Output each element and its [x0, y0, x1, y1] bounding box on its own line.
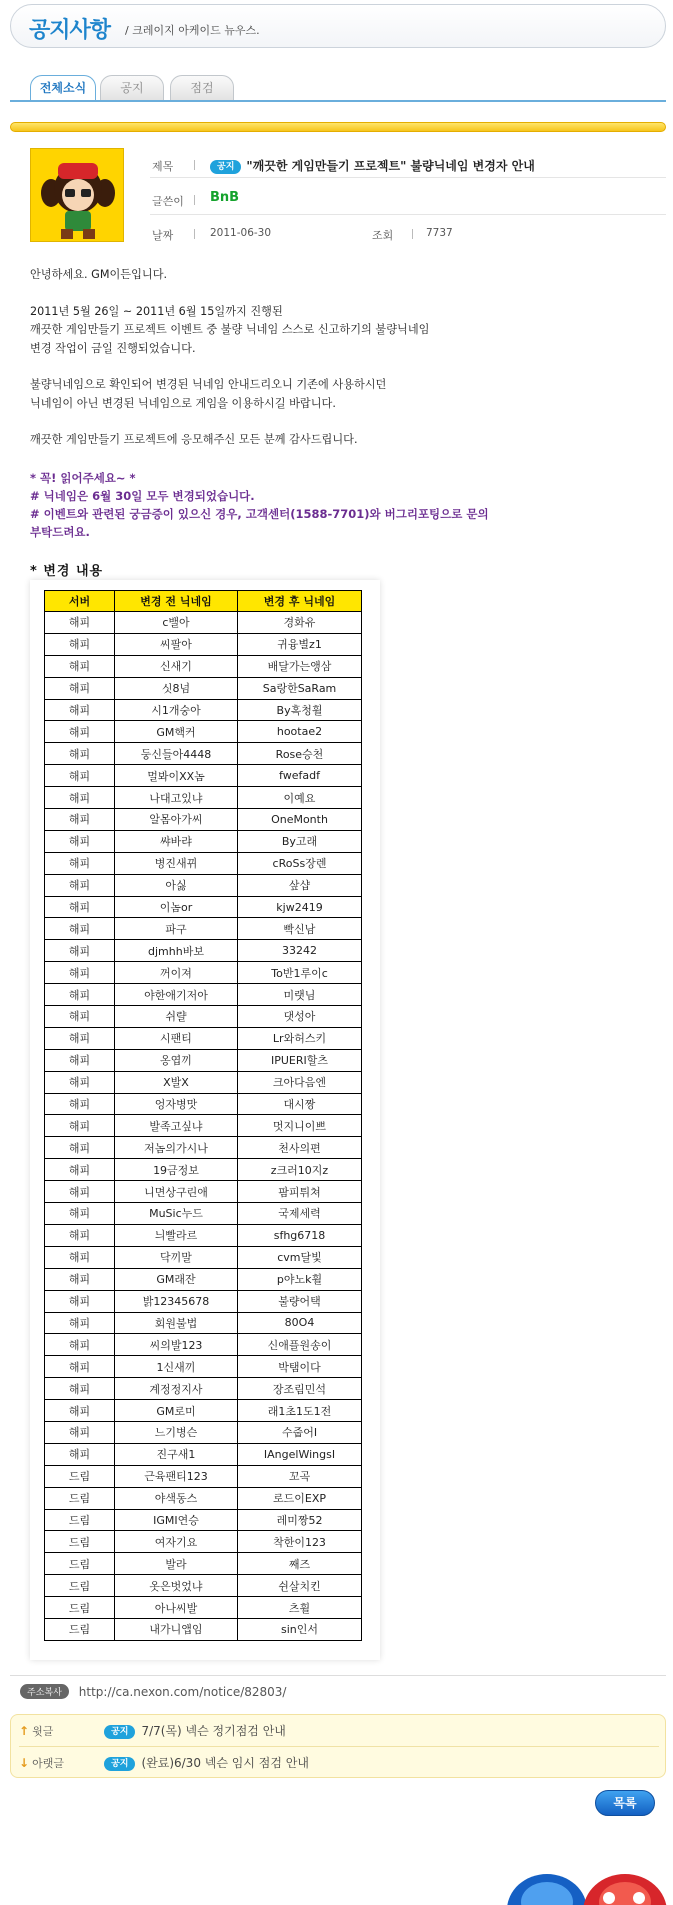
table-row [45, 1115, 362, 1137]
cell-before: MuSic누드 [115, 1203, 238, 1225]
meta-separator [194, 229, 195, 239]
cell-before: 둥신들아4448 [115, 743, 238, 765]
cell-server: 해피 [45, 1421, 115, 1443]
post-title [210, 157, 535, 174]
cell-after: 쉰살치킨 [238, 1575, 362, 1597]
notice-badge: 공지 [104, 1725, 135, 1739]
table-row [45, 1246, 362, 1268]
cell-after: 수줍어I [238, 1421, 362, 1443]
cell-before: 이놈or [115, 896, 238, 918]
table-row [45, 612, 362, 634]
tab-all-news[interactable]: 전체소식 [30, 75, 96, 101]
cell-server: 해피 [45, 1224, 115, 1246]
cell-after: 츠휠 [238, 1597, 362, 1619]
table-row [45, 918, 362, 940]
cell-before: 쉬랼 [115, 1006, 238, 1028]
cell-before: 근육팬티123 [115, 1465, 238, 1487]
table-row [45, 633, 362, 655]
date-label: 날짜 [152, 229, 174, 242]
cell-after: 레미짱52 [238, 1509, 362, 1531]
table-row [45, 1071, 362, 1093]
table-row [45, 1290, 362, 1312]
cell-after: 천사의편 [238, 1137, 362, 1159]
table-row [45, 677, 362, 699]
column-header-after: 변경 후 닉네임 [238, 591, 362, 612]
table-heading: * 변경 내용 [30, 564, 104, 579]
table-row [45, 1531, 362, 1553]
cell-after: 크아다음엔 [238, 1071, 362, 1093]
cell-server: 드림 [45, 1509, 115, 1531]
cell-server: 해피 [45, 1400, 115, 1422]
cell-server: 해피 [45, 940, 115, 962]
cell-before: 옷은벗었냐 [115, 1575, 238, 1597]
post-date: 2011-06-30 [210, 227, 272, 239]
cell-before: 1신새끼 [115, 1356, 238, 1378]
post-navigation [10, 1714, 666, 1778]
cell-after: 대시짱 [238, 1093, 362, 1115]
table-row [45, 743, 362, 765]
table-row [45, 809, 362, 831]
mascot-image [505, 1862, 673, 1905]
table-row [45, 962, 362, 984]
tab-maintenance[interactable]: 점검 [170, 75, 234, 101]
cell-server: 해피 [45, 1137, 115, 1159]
cell-server: 해피 [45, 1378, 115, 1400]
cell-after: sin인서 [238, 1618, 362, 1640]
body-paragraph: 2011년 5월 26일 ~ 2011년 6월 15일까지 진행된 깨끗한 게임만들기 프로젝트 이벤트 중 불량 닉네임 스스로 신고하기의 불량닉네임 변경 작업이 금일 진행되었습니다. [30, 304, 430, 355]
cell-before: 발족고싶냐 [115, 1115, 238, 1137]
cell-after: 샆샵 [238, 874, 362, 896]
cell-after: 배달가는앵삼 [238, 655, 362, 677]
cell-before: 옹엽끼 [115, 1049, 238, 1071]
meta-divider [150, 214, 666, 215]
cell-after: By혹청휠 [238, 699, 362, 721]
cell-before: 발라 [115, 1553, 238, 1575]
cell-after: 멋지니이쁘 [238, 1115, 362, 1137]
cell-server: 해피 [45, 1093, 115, 1115]
cell-after: Lr와허스키 [238, 1027, 362, 1049]
next-post-row[interactable] [19, 1748, 659, 1778]
cell-after: p야노k휠 [238, 1268, 362, 1290]
table-row [45, 721, 362, 743]
cell-before: 엉자병맛 [115, 1093, 238, 1115]
cell-before: 나대고있냐 [115, 787, 238, 809]
next-post-link[interactable]: (완료)6/30 넥슨 임시 점검 안내 [141, 1756, 309, 1770]
cell-server: 해피 [45, 1356, 115, 1378]
cell-after: 80O4 [238, 1312, 362, 1334]
cell-before: 씨팔아 [115, 633, 238, 655]
cell-after: 불량어택 [238, 1290, 362, 1312]
cell-server: 해피 [45, 1115, 115, 1137]
cell-after: By고래 [238, 830, 362, 852]
cell-after: 이예요 [238, 787, 362, 809]
cell-before: 밝12345678 [115, 1290, 238, 1312]
table-row [45, 984, 362, 1006]
cell-server: 드림 [45, 1531, 115, 1553]
table-row [45, 874, 362, 896]
cell-server: 드림 [45, 1575, 115, 1597]
cell-before: 19금정보 [115, 1159, 238, 1181]
cell-before: 씨의발123 [115, 1334, 238, 1356]
prev-post-row[interactable] [19, 1716, 659, 1746]
cell-before: 야색동스 [115, 1487, 238, 1509]
cell-before: 계정정지사 [115, 1378, 238, 1400]
cell-before: 파구 [115, 918, 238, 940]
table-row [45, 699, 362, 721]
column-header-server: 서버 [45, 591, 115, 612]
cell-server: 해피 [45, 765, 115, 787]
cell-after: IAngelWingsI [238, 1443, 362, 1465]
cell-after: 33242 [238, 940, 362, 962]
cell-before: GM로미 [115, 1400, 238, 1422]
url-row [20, 1684, 286, 1699]
list-button[interactable]: 목록 [595, 1790, 655, 1816]
meta-separator [194, 195, 195, 205]
table-row [45, 1400, 362, 1422]
cell-before: 야한애기저아 [115, 984, 238, 1006]
cell-before: 신새기 [115, 655, 238, 677]
page-header [10, 4, 666, 48]
table-row [45, 1575, 362, 1597]
cell-server: 해피 [45, 1203, 115, 1225]
cell-before: 알몸아가씨 [115, 809, 238, 831]
cell-server: 해피 [45, 699, 115, 721]
cell-server: 해피 [45, 612, 115, 634]
post-writer[interactable]: BnB [210, 190, 240, 205]
cell-after: 경화유 [238, 612, 362, 634]
copy-url-button[interactable]: 주소복사 [20, 1684, 69, 1699]
cell-server: 드림 [45, 1618, 115, 1640]
cell-after: 미랫님 [238, 984, 362, 1006]
cell-server: 해피 [45, 896, 115, 918]
cell-before: 쌰바랴 [115, 830, 238, 852]
writer-label: 글쓴이 [152, 195, 184, 208]
table-row [45, 1049, 362, 1071]
meta-separator [194, 160, 195, 170]
cell-server: 해피 [45, 1027, 115, 1049]
cell-server: 해피 [45, 1443, 115, 1465]
cell-after: 꼬곡 [238, 1465, 362, 1487]
cell-before: 시팬티 [115, 1027, 238, 1049]
cell-server: 해피 [45, 1290, 115, 1312]
cell-server: 해피 [45, 721, 115, 743]
cell-after: sfhg6718 [238, 1224, 362, 1246]
page-subtitle: / 크레이지 아케이드 뉴우스. [125, 24, 260, 37]
table-row [45, 940, 362, 962]
cell-after: To반1루이c [238, 962, 362, 984]
post-views: 7737 [426, 227, 453, 239]
cell-after: 귀융별z1 [238, 633, 362, 655]
cell-server: 해피 [45, 874, 115, 896]
cell-server: 해피 [45, 1268, 115, 1290]
cell-server: 해피 [45, 743, 115, 765]
cell-before: 멀봐이XX놈 [115, 765, 238, 787]
body-paragraph: 깨끗한 게임만들기 프로젝트에 응모해주신 모든 분께 감사드립니다. [30, 433, 358, 446]
cell-before: 니면상구린애 [115, 1181, 238, 1203]
cell-before: 시1개숭아 [115, 699, 238, 721]
table-row [45, 830, 362, 852]
post-body [30, 266, 650, 450]
cell-server: 해피 [45, 984, 115, 1006]
cell-before: 병진새뀌 [115, 852, 238, 874]
prev-label: 윗글 [32, 1725, 54, 1738]
arrow-down-icon: ↓ [19, 1756, 30, 1770]
cell-server: 해피 [45, 852, 115, 874]
table-row [45, 1487, 362, 1509]
cell-after: Rose승천 [238, 743, 362, 765]
views-label: 조회 [372, 229, 394, 242]
table-row [45, 1093, 362, 1115]
table-row [45, 1378, 362, 1400]
table-row [45, 1509, 362, 1531]
cell-before: 여자기요 [115, 1531, 238, 1553]
cell-after: OneMonth [238, 809, 362, 831]
cell-before: 늬빨라르 [115, 1224, 238, 1246]
footer-divider [10, 1675, 666, 1676]
cell-before: 닥끼말 [115, 1246, 238, 1268]
cell-after: Sa랑한SaRam [238, 677, 362, 699]
cell-server: 해피 [45, 655, 115, 677]
cell-server: 해피 [45, 1049, 115, 1071]
cell-before: 싯8넘 [115, 677, 238, 699]
cell-after: fwefadf [238, 765, 362, 787]
table-row [45, 1443, 362, 1465]
cell-before: c밸아 [115, 612, 238, 634]
table-row [45, 1159, 362, 1181]
cell-after: 댓성아 [238, 1006, 362, 1028]
cell-before: 꺼이져 [115, 962, 238, 984]
table-row [45, 852, 362, 874]
cell-before: GM핵커 [115, 721, 238, 743]
cell-after: z크러10지z [238, 1159, 362, 1181]
cell-server: 해피 [45, 787, 115, 809]
cell-after: 국제세력 [238, 1203, 362, 1225]
tab-notice[interactable]: 공지 [100, 75, 164, 101]
cell-before: GM래잔 [115, 1268, 238, 1290]
cell-server: 드림 [45, 1597, 115, 1619]
title-label: 제목 [152, 160, 174, 173]
character-thumbnail [30, 148, 124, 242]
cell-server: 해피 [45, 1159, 115, 1181]
arrow-up-icon: ↑ [19, 1724, 30, 1738]
table-row [45, 655, 362, 677]
cell-server: 해피 [45, 1312, 115, 1334]
cell-server: 해피 [45, 1334, 115, 1356]
cell-before: 저놈의가시나 [115, 1137, 238, 1159]
divider-bar [10, 122, 666, 132]
table-row [45, 1356, 362, 1378]
cell-after: 로드이EXP [238, 1487, 362, 1509]
prev-post-link[interactable]: 7/7(목) 넥슨 정기점검 안내 [141, 1724, 286, 1738]
table-row [45, 1203, 362, 1225]
table-row [45, 1137, 362, 1159]
table-row [45, 1334, 362, 1356]
cell-before: 느기병슨 [115, 1421, 238, 1443]
tab-underline [10, 100, 666, 102]
cell-server: 해피 [45, 633, 115, 655]
nav-divider [19, 1746, 659, 1747]
cell-after: 째즈 [238, 1553, 362, 1575]
cell-after: IPUERI할츠 [238, 1049, 362, 1071]
table-row [45, 1181, 362, 1203]
cell-server: 해피 [45, 1246, 115, 1268]
notice-badge: 공지 [104, 1757, 135, 1771]
table-row [45, 1268, 362, 1290]
cell-server: 해피 [45, 830, 115, 852]
cell-before: X발X [115, 1071, 238, 1093]
cell-after: 착한이123 [238, 1531, 362, 1553]
table-row [45, 1006, 362, 1028]
cell-before: 아싫 [115, 874, 238, 896]
cell-after: kjw2419 [238, 896, 362, 918]
table-row [45, 896, 362, 918]
cell-before: 진구새1 [115, 1443, 238, 1465]
cell-after: cRoSs장렌 [238, 852, 362, 874]
cell-before: IGMI연승 [115, 1509, 238, 1531]
cell-server: 드림 [45, 1465, 115, 1487]
table-row [45, 1421, 362, 1443]
cell-before: 회원불법 [115, 1312, 238, 1334]
cell-server: 해피 [45, 1181, 115, 1203]
cell-after: 팜피튀쳐 [238, 1181, 362, 1203]
table-row [45, 1027, 362, 1049]
next-label: 아랫글 [32, 1757, 64, 1770]
post-title-text: "깨끗한 게임만들기 프로젝트" 불량닉네임 변경자 안내 [246, 159, 535, 173]
cell-after: 빡신남 [238, 918, 362, 940]
cell-server: 해피 [45, 809, 115, 831]
cell-before: 내가니앱임 [115, 1618, 238, 1640]
post-url[interactable]: http://ca.nexon.com/notice/82803/ [78, 1685, 287, 1699]
cell-after: cvm달빛 [238, 1246, 362, 1268]
notice-badge: 공지 [210, 160, 241, 174]
body-paragraph: 안녕하세요. GM이든입니다. [30, 268, 168, 281]
cell-server: 해피 [45, 1071, 115, 1093]
table-row [45, 1618, 362, 1640]
table-row [45, 1224, 362, 1246]
table-row [45, 1597, 362, 1619]
cell-after: 박탬이다 [238, 1356, 362, 1378]
cell-before: djmhh바보 [115, 940, 238, 962]
column-header-before: 변경 전 닉네임 [115, 591, 238, 612]
table-row [45, 765, 362, 787]
table-row [45, 1465, 362, 1487]
cell-server: 해피 [45, 918, 115, 940]
table-row [45, 787, 362, 809]
nickname-table [44, 590, 362, 1641]
meta-divider [150, 177, 666, 178]
cell-server: 해피 [45, 677, 115, 699]
nickname-table-box [30, 580, 380, 1660]
cell-server: 해피 [45, 1006, 115, 1028]
body-paragraph: 불량닉네임으로 확인되어 변경된 닉네임 안내드리오니 기존에 사용하시던 닉네임이 아닌 변경된 닉네임으로 게임을 이용하시길 바랍니다. [30, 378, 387, 410]
cell-before: 아나씨발 [115, 1597, 238, 1619]
cell-after: 장조림민석 [238, 1378, 362, 1400]
cell-server: 드림 [45, 1487, 115, 1509]
cell-after: 신애플원송이 [238, 1334, 362, 1356]
page-title: 공지사항 [29, 18, 111, 43]
cell-server: 드림 [45, 1553, 115, 1575]
important-notes: * 꼭! 읽어주세요~ * # 닉네임은 6월 30일 모두 변경되었습니다. # 이벤트와 관련된 궁금증이 있으신 경우, 고객센터(1588-7701)와 버그리포팅으로 문의 부탁드려요. [30, 471, 489, 539]
cell-after: hootae2 [238, 721, 362, 743]
table-row [45, 1312, 362, 1334]
cell-server: 해피 [45, 962, 115, 984]
cell-after: 래1초1도1전 [238, 1400, 362, 1422]
table-row [45, 1553, 362, 1575]
meta-separator [412, 229, 413, 239]
